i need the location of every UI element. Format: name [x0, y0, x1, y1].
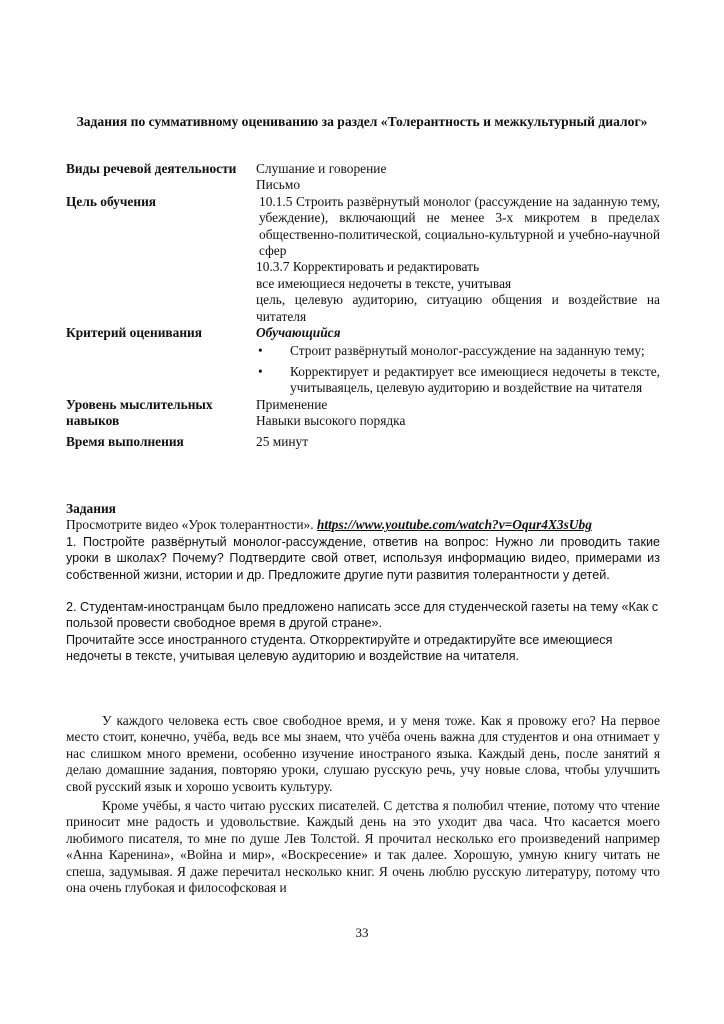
criteria-head: Обучающийся [256, 325, 341, 341]
thinking-row [66, 397, 660, 430]
goal-label: Цель обучения [66, 193, 157, 209]
thinking-values [256, 397, 660, 430]
thinking-label: Уровень мыслительных навыков [66, 396, 213, 429]
task-2-intro: 2. Студентам-иностранцам было предложено написать эссе для студенческой газеты на тему «Как с пользой провести свободное время в другой стране». [66, 600, 659, 631]
time-row [66, 430, 660, 450]
essay-text [66, 713, 660, 899]
goal-values [256, 194, 660, 325]
video-link[interactable]: https://www.youtube.com/watch?v=Oqur4X3sUbg [316, 517, 592, 533]
activity-row [66, 161, 660, 194]
video-line [66, 517, 660, 533]
task-1: 1. Постройте развёрнутый монолог-рассуждение, ответив на вопрос: Нужно ли проводить такие уроки в школах? Почему? Подтвердите свой ответ, используя информацию видео, примерами из собственной жизни, истории и др. Предложите другие пути развития толерантности у детей. [66, 534, 660, 582]
criteria-item-text: Корректирует и редактирует все имеющиеся недочеты в тексте, учитываяцель, целевую аудиторию и воздействие на читателя [290, 363, 660, 396]
thinking-value-2: Навыки высокого порядка [256, 413, 406, 429]
bullet-dot: • [258, 343, 263, 359]
criteria-row [66, 325, 660, 397]
activity-label: Виды речевой деятельности [66, 161, 237, 176]
time-value: 25 минут [256, 433, 309, 449]
tasks-section [66, 501, 660, 665]
time-label: Время выполнения [66, 433, 184, 449]
video-prefix: Просмотрите видео «Урок толерантности». [66, 517, 314, 533]
assessment-info-table [66, 161, 660, 450]
page-number: 33 [355, 925, 369, 940]
task-2-instruction: Прочитайте эссе иностранного студента. Откорректируйте и отредактируйте все имеющиеся недочеты в тексте, учитывая целевую аудиторию и воздействие на читателя. [66, 632, 613, 664]
activity-value-2: Письмо [256, 177, 301, 193]
goal-2-line1: 10.3.7 Корректировать и редактировать [256, 259, 480, 275]
activity-values [256, 161, 660, 194]
page-title: Задания по суммативному оцениванию за раздел «Толерантность и межкультурный диалог» [76, 114, 648, 129]
criteria-item-2 [256, 364, 660, 397]
tasks-heading: Задания [66, 501, 116, 516]
thinking-value-1: Применение [256, 396, 328, 412]
bullet-dot: • [258, 363, 263, 379]
goal-1: 10.1.5 Строить развёрнутый монолог (рассуждение на заданную тему, убеждение), включающий не менее 3-х микротем в пределах общественно-политической, социально-культурной и учебно-научной сфер [259, 193, 660, 259]
criteria-item-text: Строит развёрнутый монолог-рассуждение на заданную тему; [290, 343, 645, 359]
essay-paragraph-2: Кроме учёбы, я часто читаю русских писателей. С детства я полюбил чтение, потому что чтение приносит мне радость и удовольствие. Каждый день на это уходит два часа. Что касается моего любимого писателя, то мне по душе Лев Толстой. Я прочитал несколько его произведений например «Анна Каренина», «Война и мир», «Воскресение» и так далее. Хорошую, умную книгу читать не спеша, задумывая. Я даже перечитал несколько книг. Я очень люблю русскую литературу, потому что она очень глубокая и философсковая и [66, 798, 660, 896]
goal-2-line2: все имеющиеся недочеты в тексте, учитывая [256, 275, 512, 291]
criteria-values [256, 325, 660, 397]
criteria-item-1 [256, 343, 660, 359]
goal-2-line3: цель, целевую аудиторию, ситуацию общения и воздействие на читателя [256, 292, 660, 324]
essay-paragraph-1: У каждого человека есть свое свободное время, и у меня тоже. Как я провожу его? На первое место стоит, конечно, учёба, ведь все мы знаем, что учёба очень важна для студентов и она отнимает у нас слишком много времени, особенно изучение иностраного языка. Каждый день, после занятий я делаю домашние задания, повторяю уроки, слушаю русскую речь, учу новые слова, чтобы улучшить свой русский язык и хорошо усвоить культуру. [66, 713, 660, 794]
activity-value-1: Слушание и говорение [256, 161, 387, 176]
criteria-label: Критерий оценивания [66, 325, 203, 341]
goal-row [66, 194, 660, 325]
